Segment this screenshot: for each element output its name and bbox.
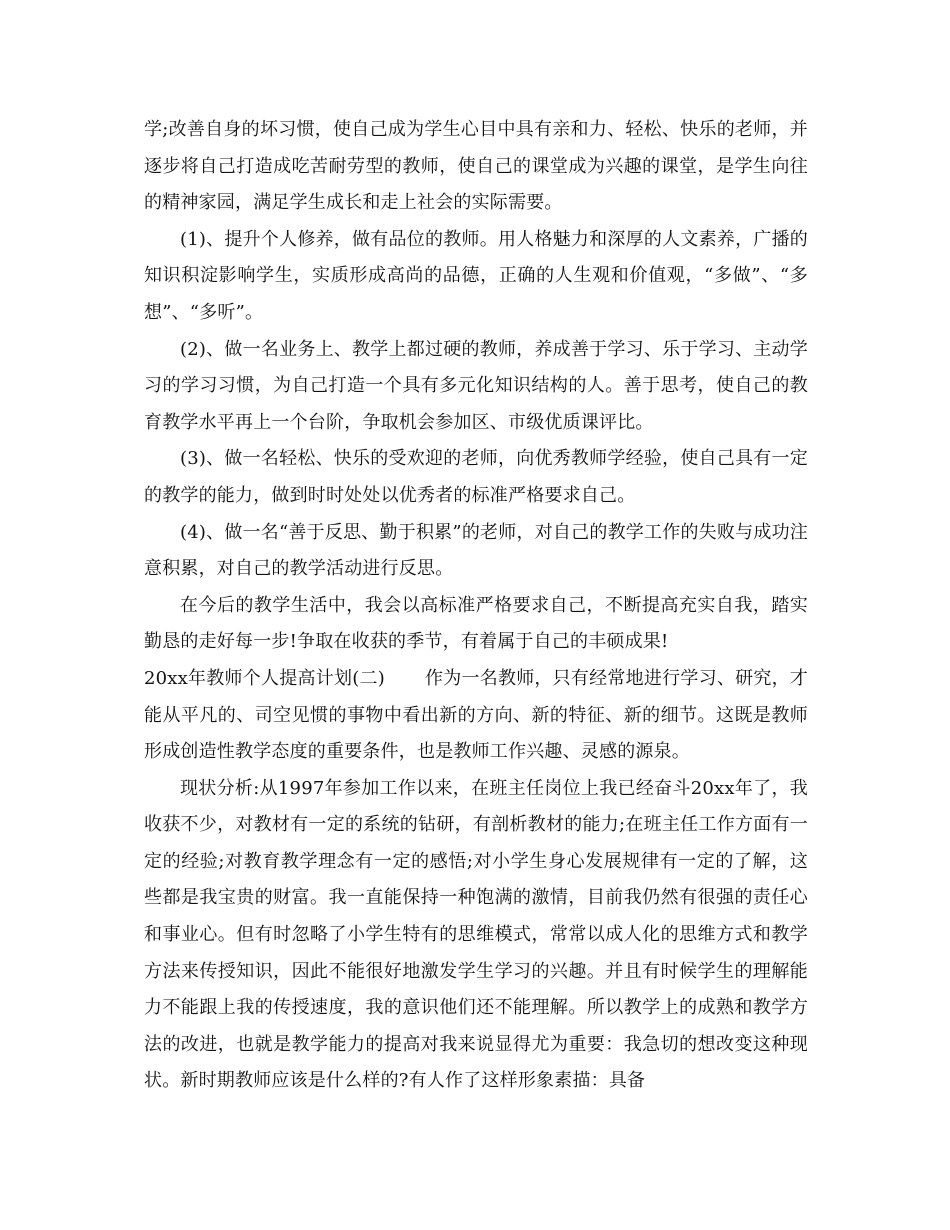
paragraph-item-3: (3)、做一名轻松、快乐的受欢迎的老师，向优秀教师学经验，使自己具有一定的教学的能力，做到时时处处以优秀者的标准严格要求自己。 — [144, 448, 808, 506]
section-intro-text: 作为一名教师，只有经常地进行学习、研究，才能从平凡的、司空见惯的事物中看出新的方向、新的特征、新的细节。这既是教师形成创造性教学态度的重要条件，也是教师工作兴趣、灵感的源泉。 — [144, 667, 809, 763]
paragraph-item-2: (2)、做一名业务上、教学上都过硬的教师，养成善于学习、乐于学习、主动学习的学习习惯，为自己打造一个具有多元化知识结构的人。善于思考，使自己的教育教学水平再上一个台阶，争取机会参加区、市级优质课评比。 — [144, 338, 808, 433]
section-heading: 20xx年教师个人提高计划(二) — [144, 667, 385, 689]
body-text — [144, 112, 808, 1100]
paragraph-item-1: (1)、提升个人修养，做有品位的教师。用人格魅力和深厚的人文素养，广播的知识积淀影响学生，实质形成高尚的品德，正确的人生观和价值观，“多做”、“多想”、“多听”。 — [144, 228, 808, 323]
paragraph-status-analysis: 现状分析:从1997年参加工作以来，在班主任岗位上我已经奋斗20xx年了，我收获不少，对教材有一定的系统的钻研，有剖析教材的能力;在班主任工作方面有一定的经验;对教育教学理念有一定的感悟;对小学生身心发展规律有一定的了解，这些都是我宝贵的财富。我一直能保持一种饱满的激情，目前我仍然有很强的责任心和事业心。但有时忽略了小学生特有的思维模式，常常以成人化的思维方式和教学方法来传授知识，因此不能很好地激发学生学习的兴趣。并且有时候学生的理解能力不能跟上我的传授速度，我的意识他们还不能理解。所以教学上的成熟和教学方法的改进，也就是教学能力的提高对我来说显得尤为重要：我急切的想改变这种现状。新时期教师应该是什么样的?有人作了这样形象素描：具备 — [144, 777, 808, 1092]
paragraph-conclusion: 在今后的教学生活中，我会以高标准严格要求自己，不断提高充实自我，踏实勤恳的走好每一步!争取在收获的季节，有着属于自己的丰硕成果! — [144, 594, 808, 653]
paragraph-continuation: 学;改善自身的坏习惯，使自己成为学生心目中具有亲和力、轻松、快乐的老师，并逐步将自己打造成吃苦耐劳型的教师，使自己的课堂成为兴趣的课堂，是学生向往的精神家园，满足学生成长和走上社会的实际需要。 — [144, 119, 808, 214]
paragraph-item-4: (4)、做一名“善于反思、勤于积累”的老师，对自己的教学工作的失败与成功注意积累，对自己的教学活动进行反思。 — [144, 521, 808, 580]
paragraph-plan-two — [144, 661, 808, 771]
